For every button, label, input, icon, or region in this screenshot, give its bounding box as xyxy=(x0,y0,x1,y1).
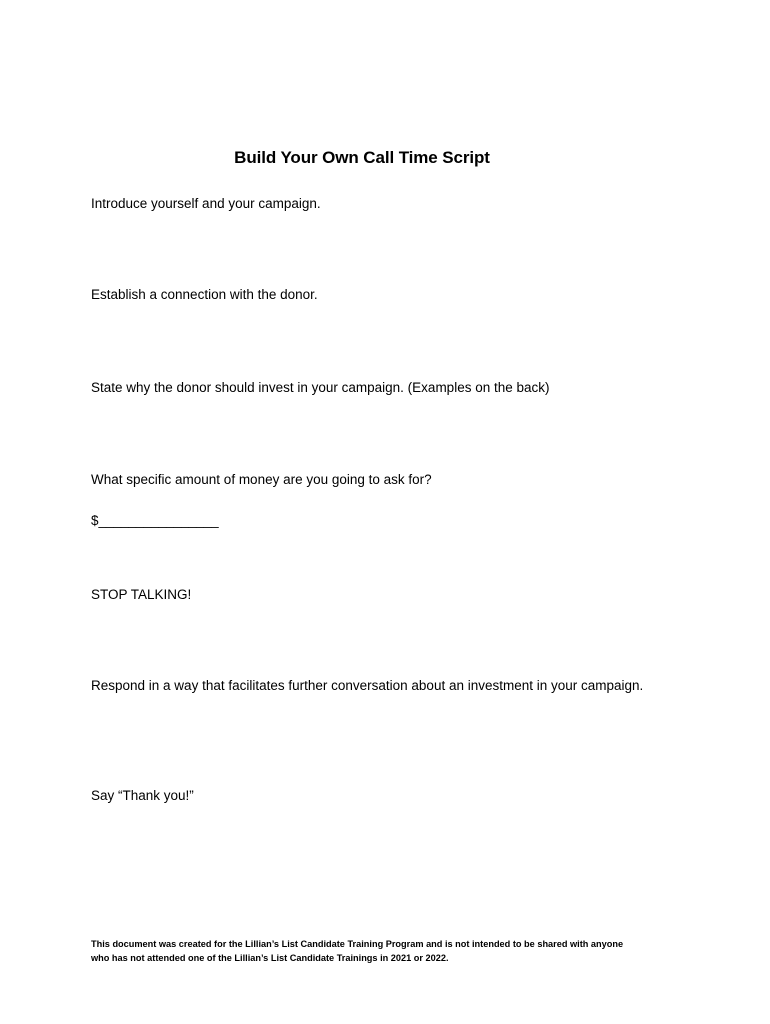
step-thank-you: Say “Thank you!” xyxy=(91,788,194,803)
footer-disclaimer xyxy=(91,937,711,965)
step-connection: Establish a connection with the donor. xyxy=(91,287,318,302)
page-title: Build Your Own Call Time Script xyxy=(234,148,490,167)
amount-blank: $________________ xyxy=(91,513,219,528)
step-respond: Respond in a way that facilitates further conversation about an investment in your campaign. xyxy=(91,678,644,693)
footer-line-2: who has not attended one of the Lillian’s List Candidate Trainings in 2021 or 2022. xyxy=(91,953,449,963)
step-introduce: Introduce yourself and your campaign. xyxy=(91,196,321,211)
step-why-invest: State why the donor should invest in your campaign. (Examples on the back) xyxy=(91,380,550,395)
step-stop-talking: STOP TALKING! xyxy=(91,587,192,602)
footer-line-1: This document was created for the Lillian’s List Candidate Training Program and is not intended to be shared with anyone xyxy=(91,939,624,949)
step-ask-amount: What specific amount of money are you going to ask for? xyxy=(91,472,432,487)
